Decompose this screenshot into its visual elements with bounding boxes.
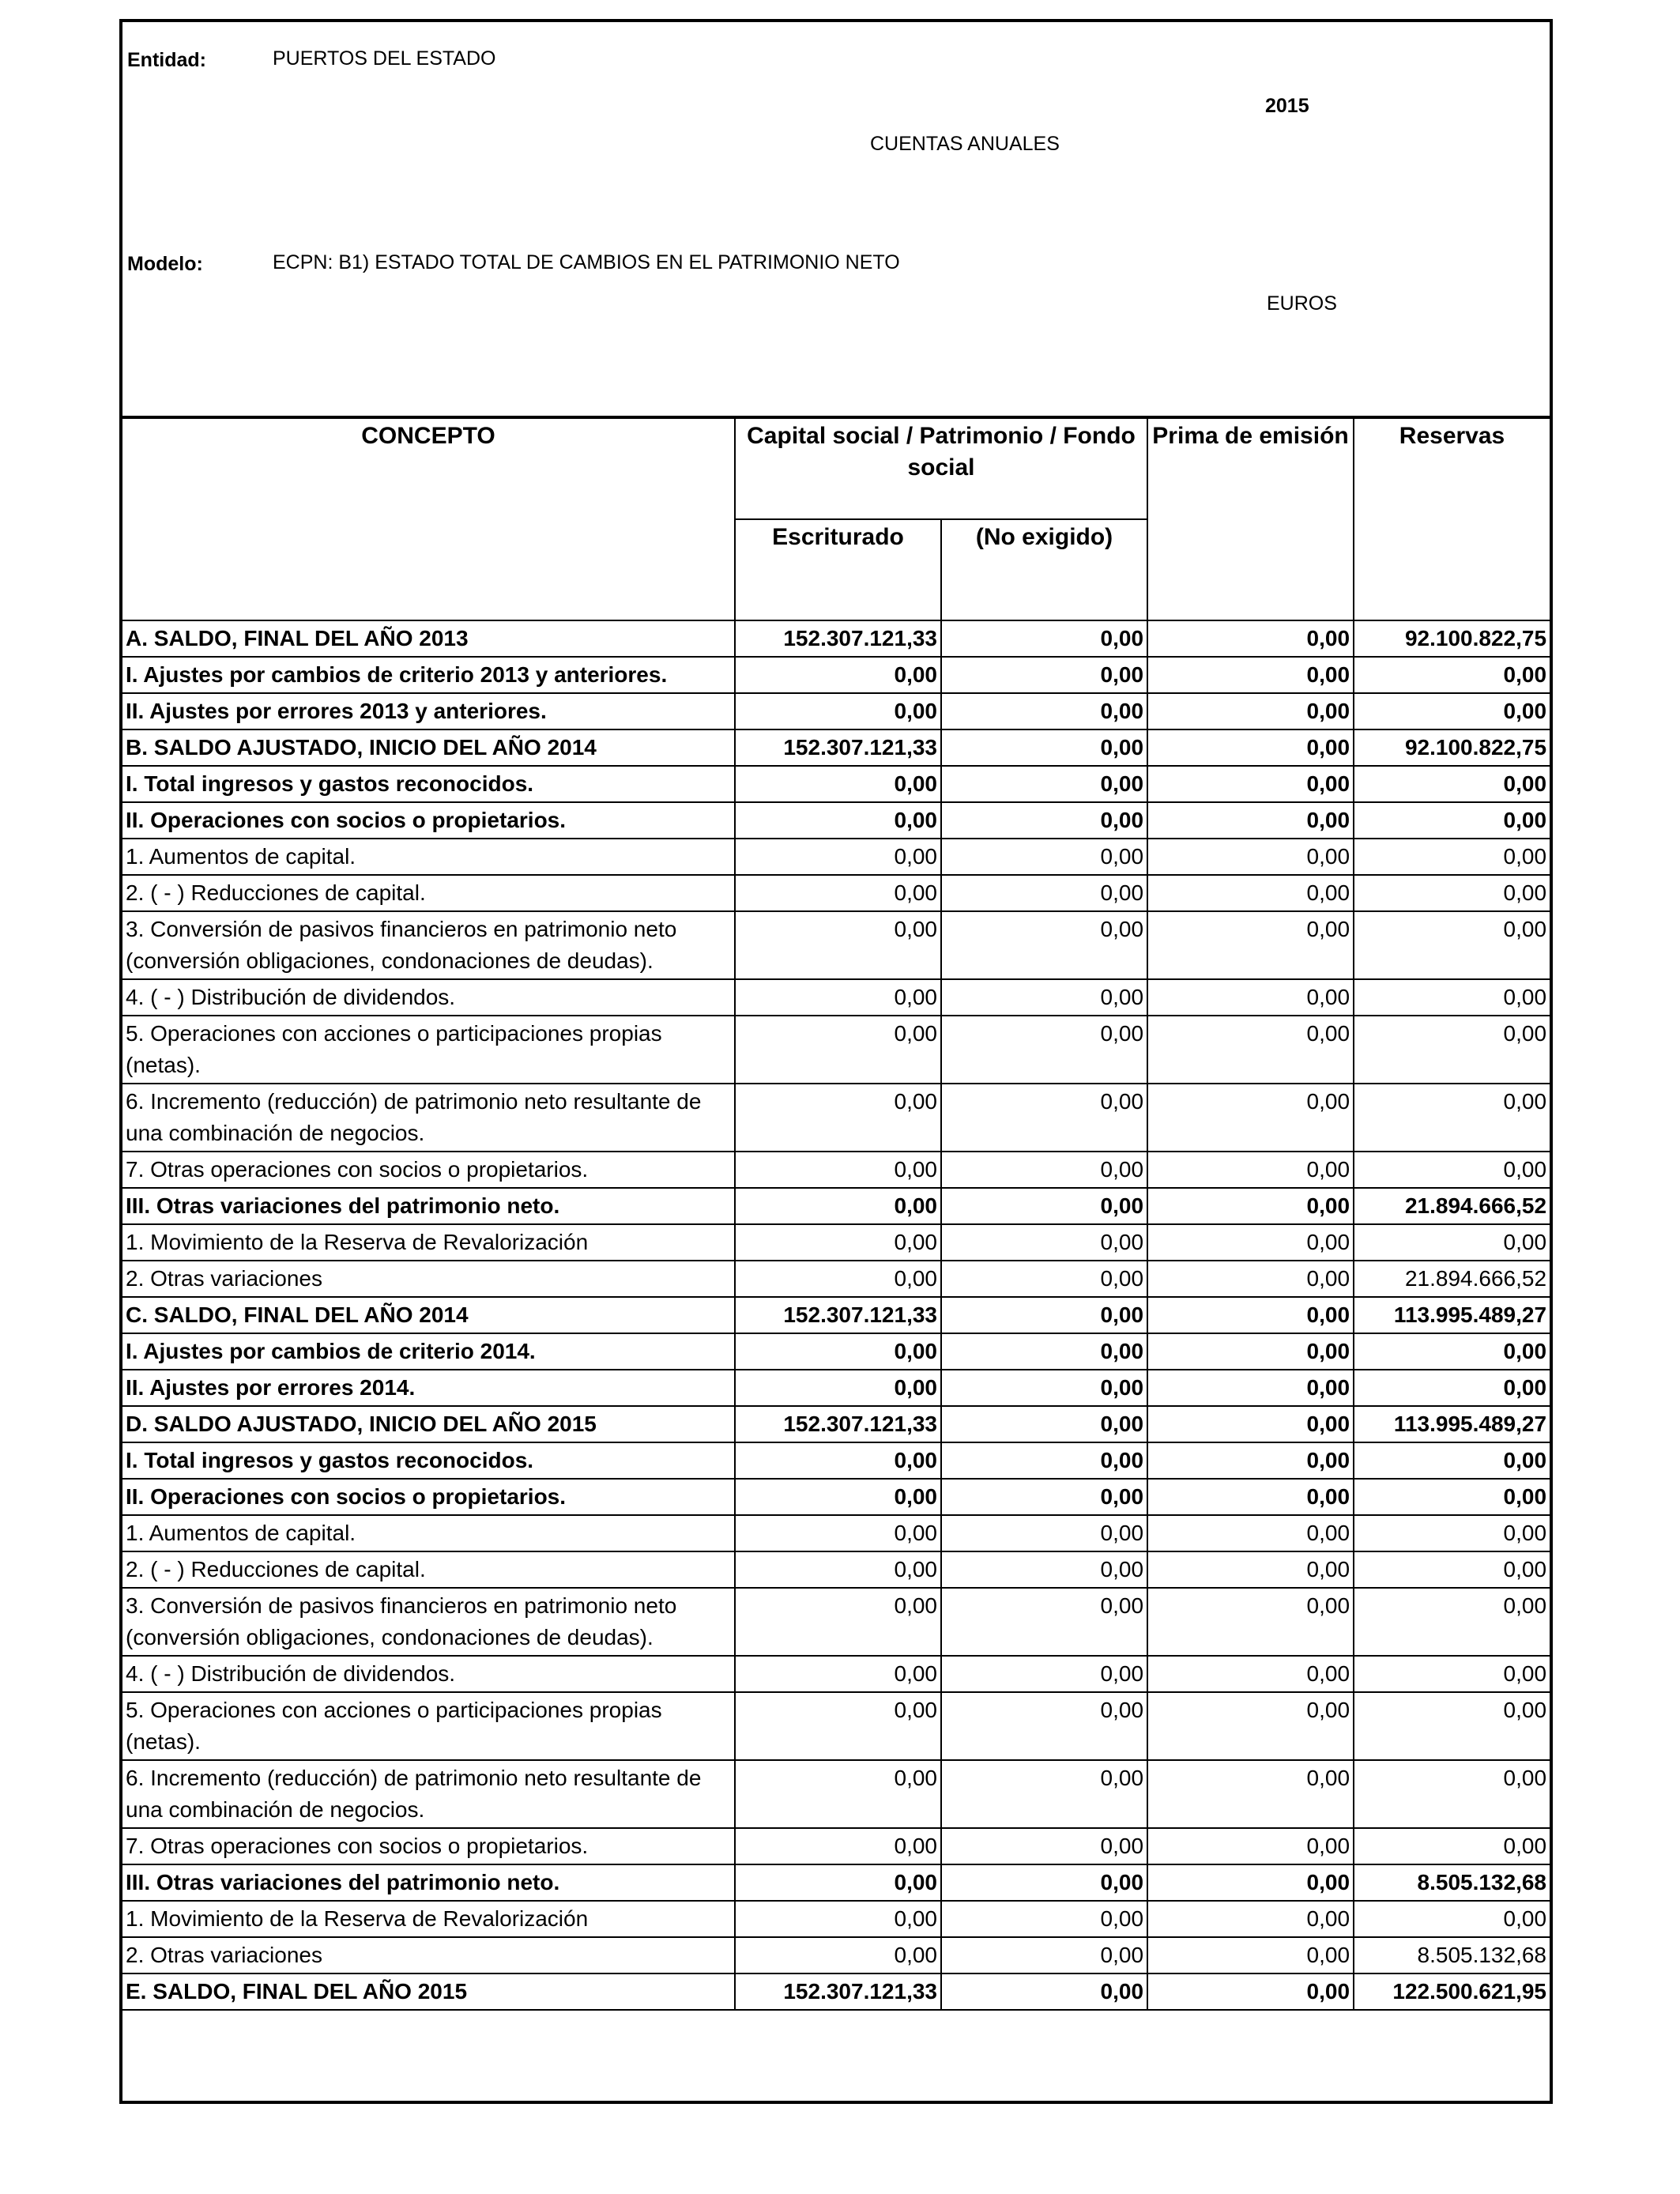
cell-prima: 0,00 [1147, 1084, 1354, 1152]
cell-reservas: 0,00 [1354, 1588, 1550, 1656]
cell-prima: 0,00 [1147, 1370, 1354, 1406]
table-row [122, 1152, 1550, 1188]
table-row [122, 1656, 1550, 1692]
table-row [122, 1864, 1550, 1901]
table-row [122, 1016, 1550, 1084]
column-header-prima: Prima de emisión [1147, 418, 1354, 620]
cell-no-exigido: 0,00 [941, 1656, 1147, 1692]
table-row [122, 1760, 1550, 1828]
row-concept: 6. Incremento (reducción) de patrimonio neto resultante de una combinación de negocios. [122, 1760, 735, 1828]
row-concept: C. SALDO, FINAL DEL AÑO 2014 [122, 1297, 735, 1333]
table-row [122, 766, 1550, 802]
table-row [122, 1188, 1550, 1224]
cell-escriturado: 0,00 [735, 1901, 941, 1937]
row-concept: 1. Aumentos de capital. [122, 1515, 735, 1551]
table-row [122, 979, 1550, 1016]
document-frame [119, 19, 1553, 2104]
cell-escriturado: 0,00 [735, 911, 941, 979]
cell-reservas: 0,00 [1354, 1828, 1550, 1864]
cell-prima: 0,00 [1147, 1588, 1354, 1656]
row-concept: B. SALDO AJUSTADO, INICIO DEL AÑO 2014 [122, 729, 735, 766]
row-concept: A. SALDO, FINAL DEL AÑO 2013 [122, 620, 735, 657]
table-row [122, 729, 1550, 766]
column-header-no-exigido: (No exigido) [941, 519, 1147, 620]
cell-reservas: 0,00 [1354, 839, 1550, 875]
table-row [122, 1828, 1550, 1864]
cell-no-exigido: 0,00 [941, 1515, 1147, 1551]
cell-reservas: 92.100.822,75 [1354, 729, 1550, 766]
cell-no-exigido: 0,00 [941, 1442, 1147, 1479]
cell-no-exigido: 0,00 [941, 1224, 1147, 1261]
table-row [122, 802, 1550, 839]
cell-no-exigido: 0,00 [941, 657, 1147, 693]
cell-escriturado: 0,00 [735, 839, 941, 875]
cell-escriturado: 0,00 [735, 1152, 941, 1188]
table-row [122, 875, 1550, 911]
table-row [122, 1901, 1550, 1937]
cell-reservas: 92.100.822,75 [1354, 620, 1550, 657]
cell-reservas: 0,00 [1354, 1152, 1550, 1188]
row-concept: II. Operaciones con socios o propietarios. [122, 1479, 735, 1515]
cell-prima: 0,00 [1147, 1692, 1354, 1760]
document-title: CUENTAS ANUALES [870, 133, 1060, 155]
cell-prima: 0,00 [1147, 1551, 1354, 1588]
cell-escriturado: 0,00 [735, 875, 941, 911]
cell-escriturado: 152.307.121,33 [735, 729, 941, 766]
table-row [122, 1406, 1550, 1442]
row-concept: 5. Operaciones con acciones o participaciones propias (netas). [122, 1016, 735, 1084]
cell-no-exigido: 0,00 [941, 1588, 1147, 1656]
cell-no-exigido: 0,00 [941, 1692, 1147, 1760]
cell-reservas: 0,00 [1354, 1760, 1550, 1828]
cell-no-exigido: 0,00 [941, 802, 1147, 839]
row-concept: III. Otras variaciones del patrimonio neto. [122, 1864, 735, 1901]
cell-escriturado: 152.307.121,33 [735, 1973, 941, 2010]
table-body [122, 620, 1550, 2010]
cell-reservas: 0,00 [1354, 1479, 1550, 1515]
cell-escriturado: 0,00 [735, 766, 941, 802]
table-row [122, 1370, 1550, 1406]
cell-escriturado: 0,00 [735, 1479, 941, 1515]
cell-escriturado: 152.307.121,33 [735, 1297, 941, 1333]
cell-prima: 0,00 [1147, 1442, 1354, 1479]
cell-escriturado: 0,00 [735, 1333, 941, 1370]
cell-no-exigido: 0,00 [941, 1406, 1147, 1442]
cell-reservas: 0,00 [1354, 875, 1550, 911]
cell-escriturado: 0,00 [735, 1760, 941, 1828]
table-row [122, 657, 1550, 693]
cell-prima: 0,00 [1147, 729, 1354, 766]
cell-escriturado: 0,00 [735, 802, 941, 839]
cell-no-exigido: 0,00 [941, 693, 1147, 729]
cell-no-exigido: 0,00 [941, 979, 1147, 1016]
table-row [122, 693, 1550, 729]
row-concept: 3. Conversión de pasivos financieros en patrimonio neto (conversión obligaciones, condonaciones de deudas). [122, 1588, 735, 1656]
table-row [122, 1551, 1550, 1588]
row-concept: 6. Incremento (reducción) de patrimonio neto resultante de una combinación de negocios. [122, 1084, 735, 1152]
column-header-concepto: CONCEPTO [122, 418, 735, 620]
cell-escriturado: 0,00 [735, 1084, 941, 1152]
units-label: EUROS [1267, 292, 1337, 315]
cell-reservas: 0,00 [1354, 766, 1550, 802]
cell-reservas: 21.894.666,52 [1354, 1188, 1550, 1224]
table-row [122, 1442, 1550, 1479]
cell-prima: 0,00 [1147, 1901, 1354, 1937]
cell-prima: 0,00 [1147, 979, 1354, 1016]
column-header-reservas: Reservas [1354, 418, 1550, 620]
row-concept: E. SALDO, FINAL DEL AÑO 2015 [122, 1973, 735, 2010]
cell-prima: 0,00 [1147, 839, 1354, 875]
cell-prima: 0,00 [1147, 802, 1354, 839]
cell-reservas: 8.505.132,68 [1354, 1864, 1550, 1901]
row-concept: 2. ( - ) Reducciones de capital. [122, 1551, 735, 1588]
cell-prima: 0,00 [1147, 1333, 1354, 1370]
equity-changes-table [122, 417, 1550, 2011]
cell-reservas: 0,00 [1354, 1442, 1550, 1479]
column-header-capital: Capital social / Patrimonio / Fondo social [735, 418, 1147, 519]
cell-reservas: 0,00 [1354, 693, 1550, 729]
cell-reservas: 113.995.489,27 [1354, 1297, 1550, 1333]
cell-no-exigido: 0,00 [941, 620, 1147, 657]
row-concept: 2. Otras variaciones [122, 1937, 735, 1973]
table-row [122, 1479, 1550, 1515]
cell-prima: 0,00 [1147, 693, 1354, 729]
cell-prima: 0,00 [1147, 1656, 1354, 1692]
cell-no-exigido: 0,00 [941, 1261, 1147, 1297]
row-concept: 1. Aumentos de capital. [122, 839, 735, 875]
row-concept: I. Total ingresos y gastos reconocidos. [122, 1442, 735, 1479]
row-concept: II. Ajustes por errores 2014. [122, 1370, 735, 1406]
cell-no-exigido: 0,00 [941, 911, 1147, 979]
cell-no-exigido: 0,00 [941, 729, 1147, 766]
cell-prima: 0,00 [1147, 620, 1354, 657]
cell-prima: 0,00 [1147, 1152, 1354, 1188]
table-row [122, 1515, 1550, 1551]
table-row [122, 1937, 1550, 1973]
table-row [122, 620, 1550, 657]
cell-prima: 0,00 [1147, 1406, 1354, 1442]
table-row [122, 1588, 1550, 1656]
cell-prima: 0,00 [1147, 1937, 1354, 1973]
cell-no-exigido: 0,00 [941, 1084, 1147, 1152]
row-concept: 4. ( - ) Distribución de dividendos. [122, 979, 735, 1016]
cell-escriturado: 0,00 [735, 1188, 941, 1224]
cell-prima: 0,00 [1147, 657, 1354, 693]
row-concept: 4. ( - ) Distribución de dividendos. [122, 1656, 735, 1692]
cell-no-exigido: 0,00 [941, 766, 1147, 802]
cell-prima: 0,00 [1147, 1973, 1354, 2010]
cell-prima: 0,00 [1147, 1515, 1354, 1551]
cell-no-exigido: 0,00 [941, 1479, 1147, 1515]
cell-prima: 0,00 [1147, 1224, 1354, 1261]
cell-reservas: 0,00 [1354, 1515, 1550, 1551]
row-concept: 1. Movimiento de la Reserva de Revalorización [122, 1224, 735, 1261]
cell-escriturado: 0,00 [735, 1016, 941, 1084]
table-row [122, 839, 1550, 875]
row-concept: 2. ( - ) Reducciones de capital. [122, 875, 735, 911]
cell-prima: 0,00 [1147, 1760, 1354, 1828]
cell-reservas: 0,00 [1354, 1656, 1550, 1692]
cell-reservas: 0,00 [1354, 979, 1550, 1016]
row-concept: 7. Otras operaciones con socios o propietarios. [122, 1152, 735, 1188]
cell-no-exigido: 0,00 [941, 1551, 1147, 1588]
cell-escriturado: 0,00 [735, 693, 941, 729]
cell-no-exigido: 0,00 [941, 1152, 1147, 1188]
cell-reservas: 0,00 [1354, 1692, 1550, 1760]
cell-escriturado: 0,00 [735, 1515, 941, 1551]
cell-prima: 0,00 [1147, 911, 1354, 979]
year-label: 2015 [1265, 95, 1309, 117]
cell-reservas: 8.505.132,68 [1354, 1937, 1550, 1973]
cell-prima: 0,00 [1147, 875, 1354, 911]
cell-escriturado: 0,00 [735, 1224, 941, 1261]
cell-reservas: 122.500.621,95 [1354, 1973, 1550, 2010]
row-concept: I. Total ingresos y gastos reconocidos. [122, 766, 735, 802]
cell-no-exigido: 0,00 [941, 1828, 1147, 1864]
modelo-label: Modelo: [127, 253, 203, 275]
cell-reservas: 0,00 [1354, 1333, 1550, 1370]
cell-prima: 0,00 [1147, 1261, 1354, 1297]
cell-no-exigido: 0,00 [941, 839, 1147, 875]
cell-prima: 0,00 [1147, 766, 1354, 802]
modelo-value: ECPN: B1) ESTADO TOTAL DE CAMBIOS EN EL PATRIMONIO NETO [273, 251, 900, 273]
cell-escriturado: 152.307.121,33 [735, 1406, 941, 1442]
cell-escriturado: 0,00 [735, 657, 941, 693]
cell-escriturado: 0,00 [735, 1656, 941, 1692]
table-row [122, 1333, 1550, 1370]
cell-prima: 0,00 [1147, 1864, 1354, 1901]
table-row [122, 1261, 1550, 1297]
cell-escriturado: 0,00 [735, 1261, 941, 1297]
cell-escriturado: 0,00 [735, 1588, 941, 1656]
cell-escriturado: 0,00 [735, 1370, 941, 1406]
row-concept: D. SALDO AJUSTADO, INICIO DEL AÑO 2015 [122, 1406, 735, 1442]
row-concept: II. Ajustes por errores 2013 y anteriores. [122, 693, 735, 729]
cell-no-exigido: 0,00 [941, 1973, 1147, 2010]
cell-prima: 0,00 [1147, 1016, 1354, 1084]
cell-prima: 0,00 [1147, 1188, 1354, 1224]
cell-reservas: 0,00 [1354, 1370, 1550, 1406]
cell-reservas: 0,00 [1354, 1901, 1550, 1937]
cell-escriturado: 0,00 [735, 1828, 941, 1864]
cell-prima: 0,00 [1147, 1479, 1354, 1515]
cell-prima: 0,00 [1147, 1828, 1354, 1864]
row-concept: 3. Conversión de pasivos financieros en patrimonio neto (conversión obligaciones, condonaciones de deudas). [122, 911, 735, 979]
column-header-escriturado: Escriturado [735, 519, 941, 620]
entidad-label: Entidad: [127, 49, 206, 71]
cell-no-exigido: 0,00 [941, 1864, 1147, 1901]
cell-escriturado: 0,00 [735, 1864, 941, 1901]
row-concept: II. Operaciones con socios o propietarios. [122, 802, 735, 839]
cell-escriturado: 0,00 [735, 1692, 941, 1760]
entidad-value: PUERTOS DEL ESTADO [273, 47, 496, 70]
cell-reservas: 0,00 [1354, 1016, 1550, 1084]
table-row [122, 1692, 1550, 1760]
row-concept: I. Ajustes por cambios de criterio 2013 y anteriores. [122, 657, 735, 693]
row-concept: 1. Movimiento de la Reserva de Revalorización [122, 1901, 735, 1937]
cell-no-exigido: 0,00 [941, 1188, 1147, 1224]
cell-no-exigido: 0,00 [941, 875, 1147, 911]
cell-no-exigido: 0,00 [941, 1760, 1147, 1828]
table-row [122, 1297, 1550, 1333]
cell-reservas: 0,00 [1354, 1224, 1550, 1261]
row-concept: 2. Otras variaciones [122, 1261, 735, 1297]
table-row [122, 1084, 1550, 1152]
cell-escriturado: 0,00 [735, 979, 941, 1016]
cell-no-exigido: 0,00 [941, 1370, 1147, 1406]
table-row [122, 1224, 1550, 1261]
cell-no-exigido: 0,00 [941, 1901, 1147, 1937]
cell-no-exigido: 0,00 [941, 1937, 1147, 1973]
row-concept: I. Ajustes por cambios de criterio 2014. [122, 1333, 735, 1370]
cell-reservas: 0,00 [1354, 657, 1550, 693]
cell-no-exigido: 0,00 [941, 1297, 1147, 1333]
row-concept: 5. Operaciones con acciones o participaciones propias (netas). [122, 1692, 735, 1760]
cell-reservas: 0,00 [1354, 1084, 1550, 1152]
cell-escriturado: 0,00 [735, 1937, 941, 1973]
cell-no-exigido: 0,00 [941, 1333, 1147, 1370]
cell-reservas: 21.894.666,52 [1354, 1261, 1550, 1297]
cell-reservas: 113.995.489,27 [1354, 1406, 1550, 1442]
row-concept: III. Otras variaciones del patrimonio neto. [122, 1188, 735, 1224]
cell-reservas: 0,00 [1354, 802, 1550, 839]
cell-escriturado: 0,00 [735, 1442, 941, 1479]
table-row [122, 1973, 1550, 2010]
cell-reservas: 0,00 [1354, 911, 1550, 979]
table-row [122, 911, 1550, 979]
cell-prima: 0,00 [1147, 1297, 1354, 1333]
cell-escriturado: 0,00 [735, 1551, 941, 1588]
cell-reservas: 0,00 [1354, 1551, 1550, 1588]
cell-escriturado: 152.307.121,33 [735, 620, 941, 657]
cell-no-exigido: 0,00 [941, 1016, 1147, 1084]
row-concept: 7. Otras operaciones con socios o propietarios. [122, 1828, 735, 1864]
